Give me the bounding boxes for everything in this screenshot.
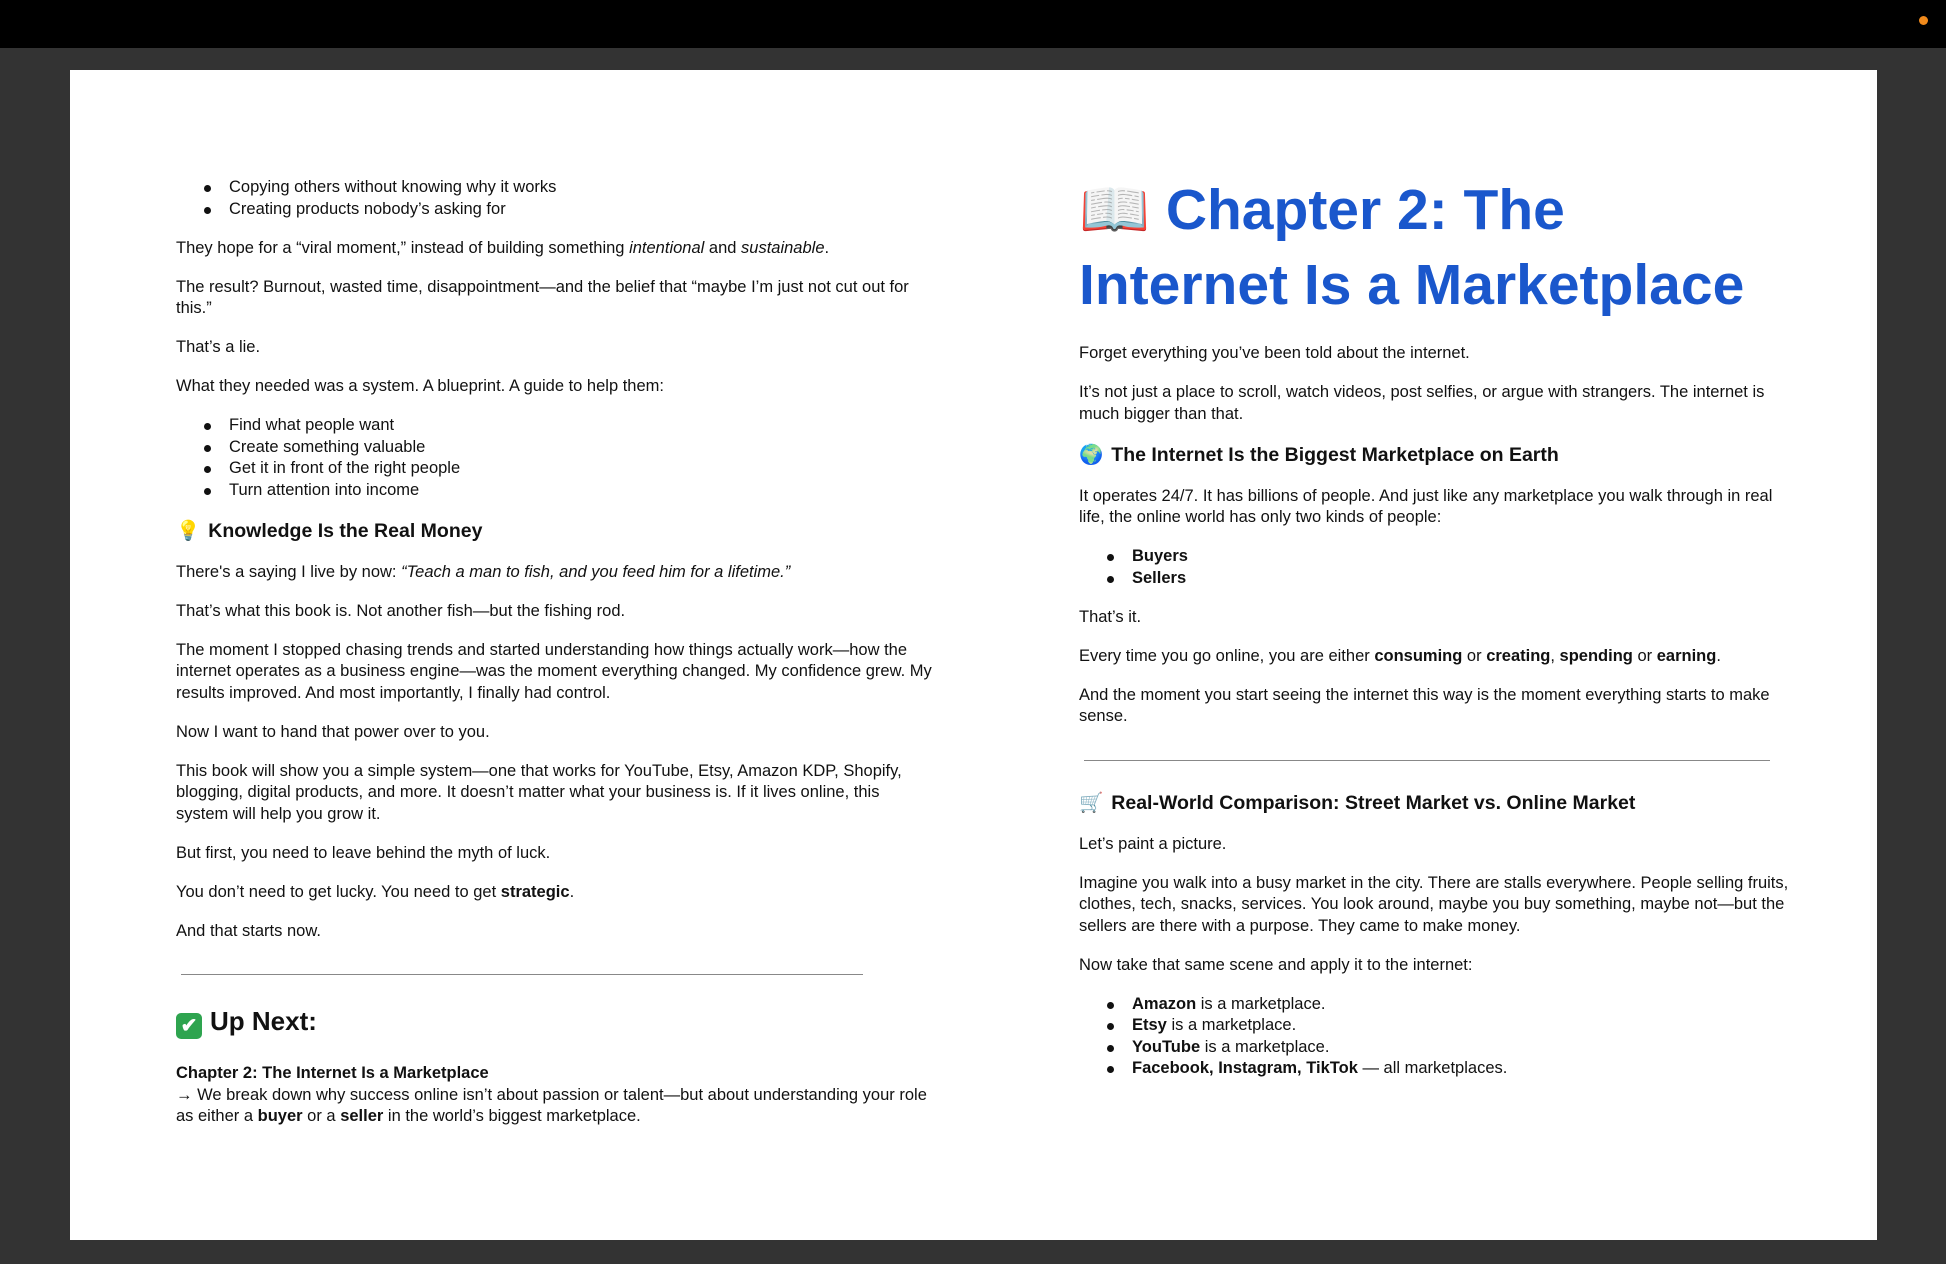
list-item: Creating products nobody’s asking for [229, 199, 936, 221]
paragraph-imagine: Imagine you walk into a busy market in the city. There are stalls everywhere. People selling fruits, clothes, tech, snacks, services. You look around, maybe you buy something, maybe not—but the sellers are there with a purpose. They came to make money. [1079, 873, 1789, 935]
list-item: YouTube is a marketplace. [1132, 1037, 1789, 1059]
paragraph-thats-it: That’s it. [1079, 607, 1142, 626]
paragraph-show: This book will show you a simple system—one that works for YouTube, Etsy, Amazon KDP, Shopify, blogging, digital products, and more. It doesn’t matter what your business is. If it lives online, this system will help you grow it. [176, 761, 902, 823]
open-book-icon: 📖 [1079, 178, 1150, 242]
section-divider [181, 974, 863, 975]
paragraph-result: The result? Burnout, wasted time, disappointment—and the belief that “maybe I’m just not cut out for this.” [176, 277, 909, 317]
list-item: Turn attention into income [229, 480, 936, 502]
list-item: Etsy is a marketplace. [1132, 1015, 1789, 1037]
paragraph-hope: They hope for a “viral moment,” instead of building something intentional and sustainable. [176, 238, 830, 257]
heading-biggest-marketplace: 🌍 The Internet Is the Biggest Marketplace on Earth [1079, 443, 1559, 466]
list-item: Find what people want [229, 415, 936, 437]
bullet-list-people [1079, 546, 1789, 589]
status-dot [1919, 16, 1928, 25]
list-item: Sellers [1132, 568, 1789, 590]
chapter-title: 📖 Chapter 2: The Internet Is a Marketplace [1079, 178, 1745, 317]
paragraph-every-time: Every time you go online, you are either consuming or creating, spending or earning. [1079, 646, 1721, 665]
window-top-bar [0, 0, 1946, 48]
bullet-list-marketplaces [1079, 994, 1789, 1080]
globe-icon: 🌍 [1079, 443, 1104, 466]
list-item: Facebook, Instagram, TikTok — all marketplaces. [1132, 1058, 1789, 1080]
check-mark-icon: ✔ [176, 1013, 202, 1039]
bullet-list-system [176, 415, 936, 501]
paragraph-operates: It operates 24/7. It has billions of people. And just like any marketplace you walk through in real life, the online world has only two kinds of people: [1079, 486, 1773, 526]
up-next-heading: ✔ Up Next: [176, 1005, 936, 1039]
paragraph-book: That’s what this book is. Not another fish—but the fishing rod. [176, 601, 626, 620]
paragraph-forget: Forget everything you’ve been told about the internet. [1079, 344, 1470, 362]
paragraph-lie: That’s a lie. [176, 338, 261, 356]
document-sheet [70, 70, 1877, 1240]
paragraph-needed: What they needed was a system. A blueprint. A guide to help them: [176, 377, 664, 395]
heading-knowledge: 💡 Knowledge Is the Real Money [176, 519, 483, 542]
paragraph-paint: Let’s paint a picture. [1079, 834, 1227, 853]
paragraph-saying: There's a saying I live by now: “Teach a man to fish, and you feed him for a lifetime.” [176, 562, 791, 581]
paragraph-myth: But first, you need to leave behind the myth of luck. [176, 843, 551, 862]
paragraph-moment: The moment I stopped chasing trends and started understanding how things actually work—how the internet operates as a business engine—was the moment everything changed. My confidence grew. My results improved. And most importantly, I finally had control. [176, 640, 932, 702]
list-item: Buyers [1132, 546, 1789, 568]
next-chapter-title: Chapter 2: The Internet Is a Marketplace [176, 1064, 489, 1082]
list-item: Get it in front of the right people [229, 458, 936, 480]
list-item: Copying others without knowing why it works [229, 177, 936, 199]
paragraph-lucky: You don’t need to get lucky. You need to get strategic. [176, 882, 575, 901]
paragraph-seeing: And the moment you start seeing the internet this way is the moment everything starts to make sense. [1079, 685, 1770, 725]
list-item: Amazon is a marketplace. [1132, 994, 1789, 1016]
right-page [1079, 70, 1789, 1240]
paragraph-take: Now take that same scene and apply it to the internet: [1079, 955, 1473, 974]
section-divider [1084, 760, 1770, 761]
heading-comparison: 🛒 Real-World Comparison: Street Market vs. Online Market [1079, 791, 1636, 814]
paragraph-scroll: It’s not just a place to scroll, watch videos, post selfies, or argue with strangers. The internet is much bigger than that. [1079, 383, 1765, 423]
bullet-list-mistakes [176, 177, 936, 220]
shopping-cart-icon: 🛒 [1079, 791, 1104, 814]
lightbulb-icon: 💡 [176, 519, 201, 542]
left-page [176, 70, 936, 1240]
paragraph-starts: And that starts now. [176, 921, 321, 940]
paragraph-power: Now I want to hand that power over to you. [176, 722, 490, 741]
list-item: Create something valuable [229, 437, 936, 459]
up-next-body: Chapter 2: The Internet Is a Marketplace → We break down why success online isn’t about passion or talent—but about understanding your role as either a buyer or a seller in the world’s biggest marketplace. [176, 1064, 927, 1125]
